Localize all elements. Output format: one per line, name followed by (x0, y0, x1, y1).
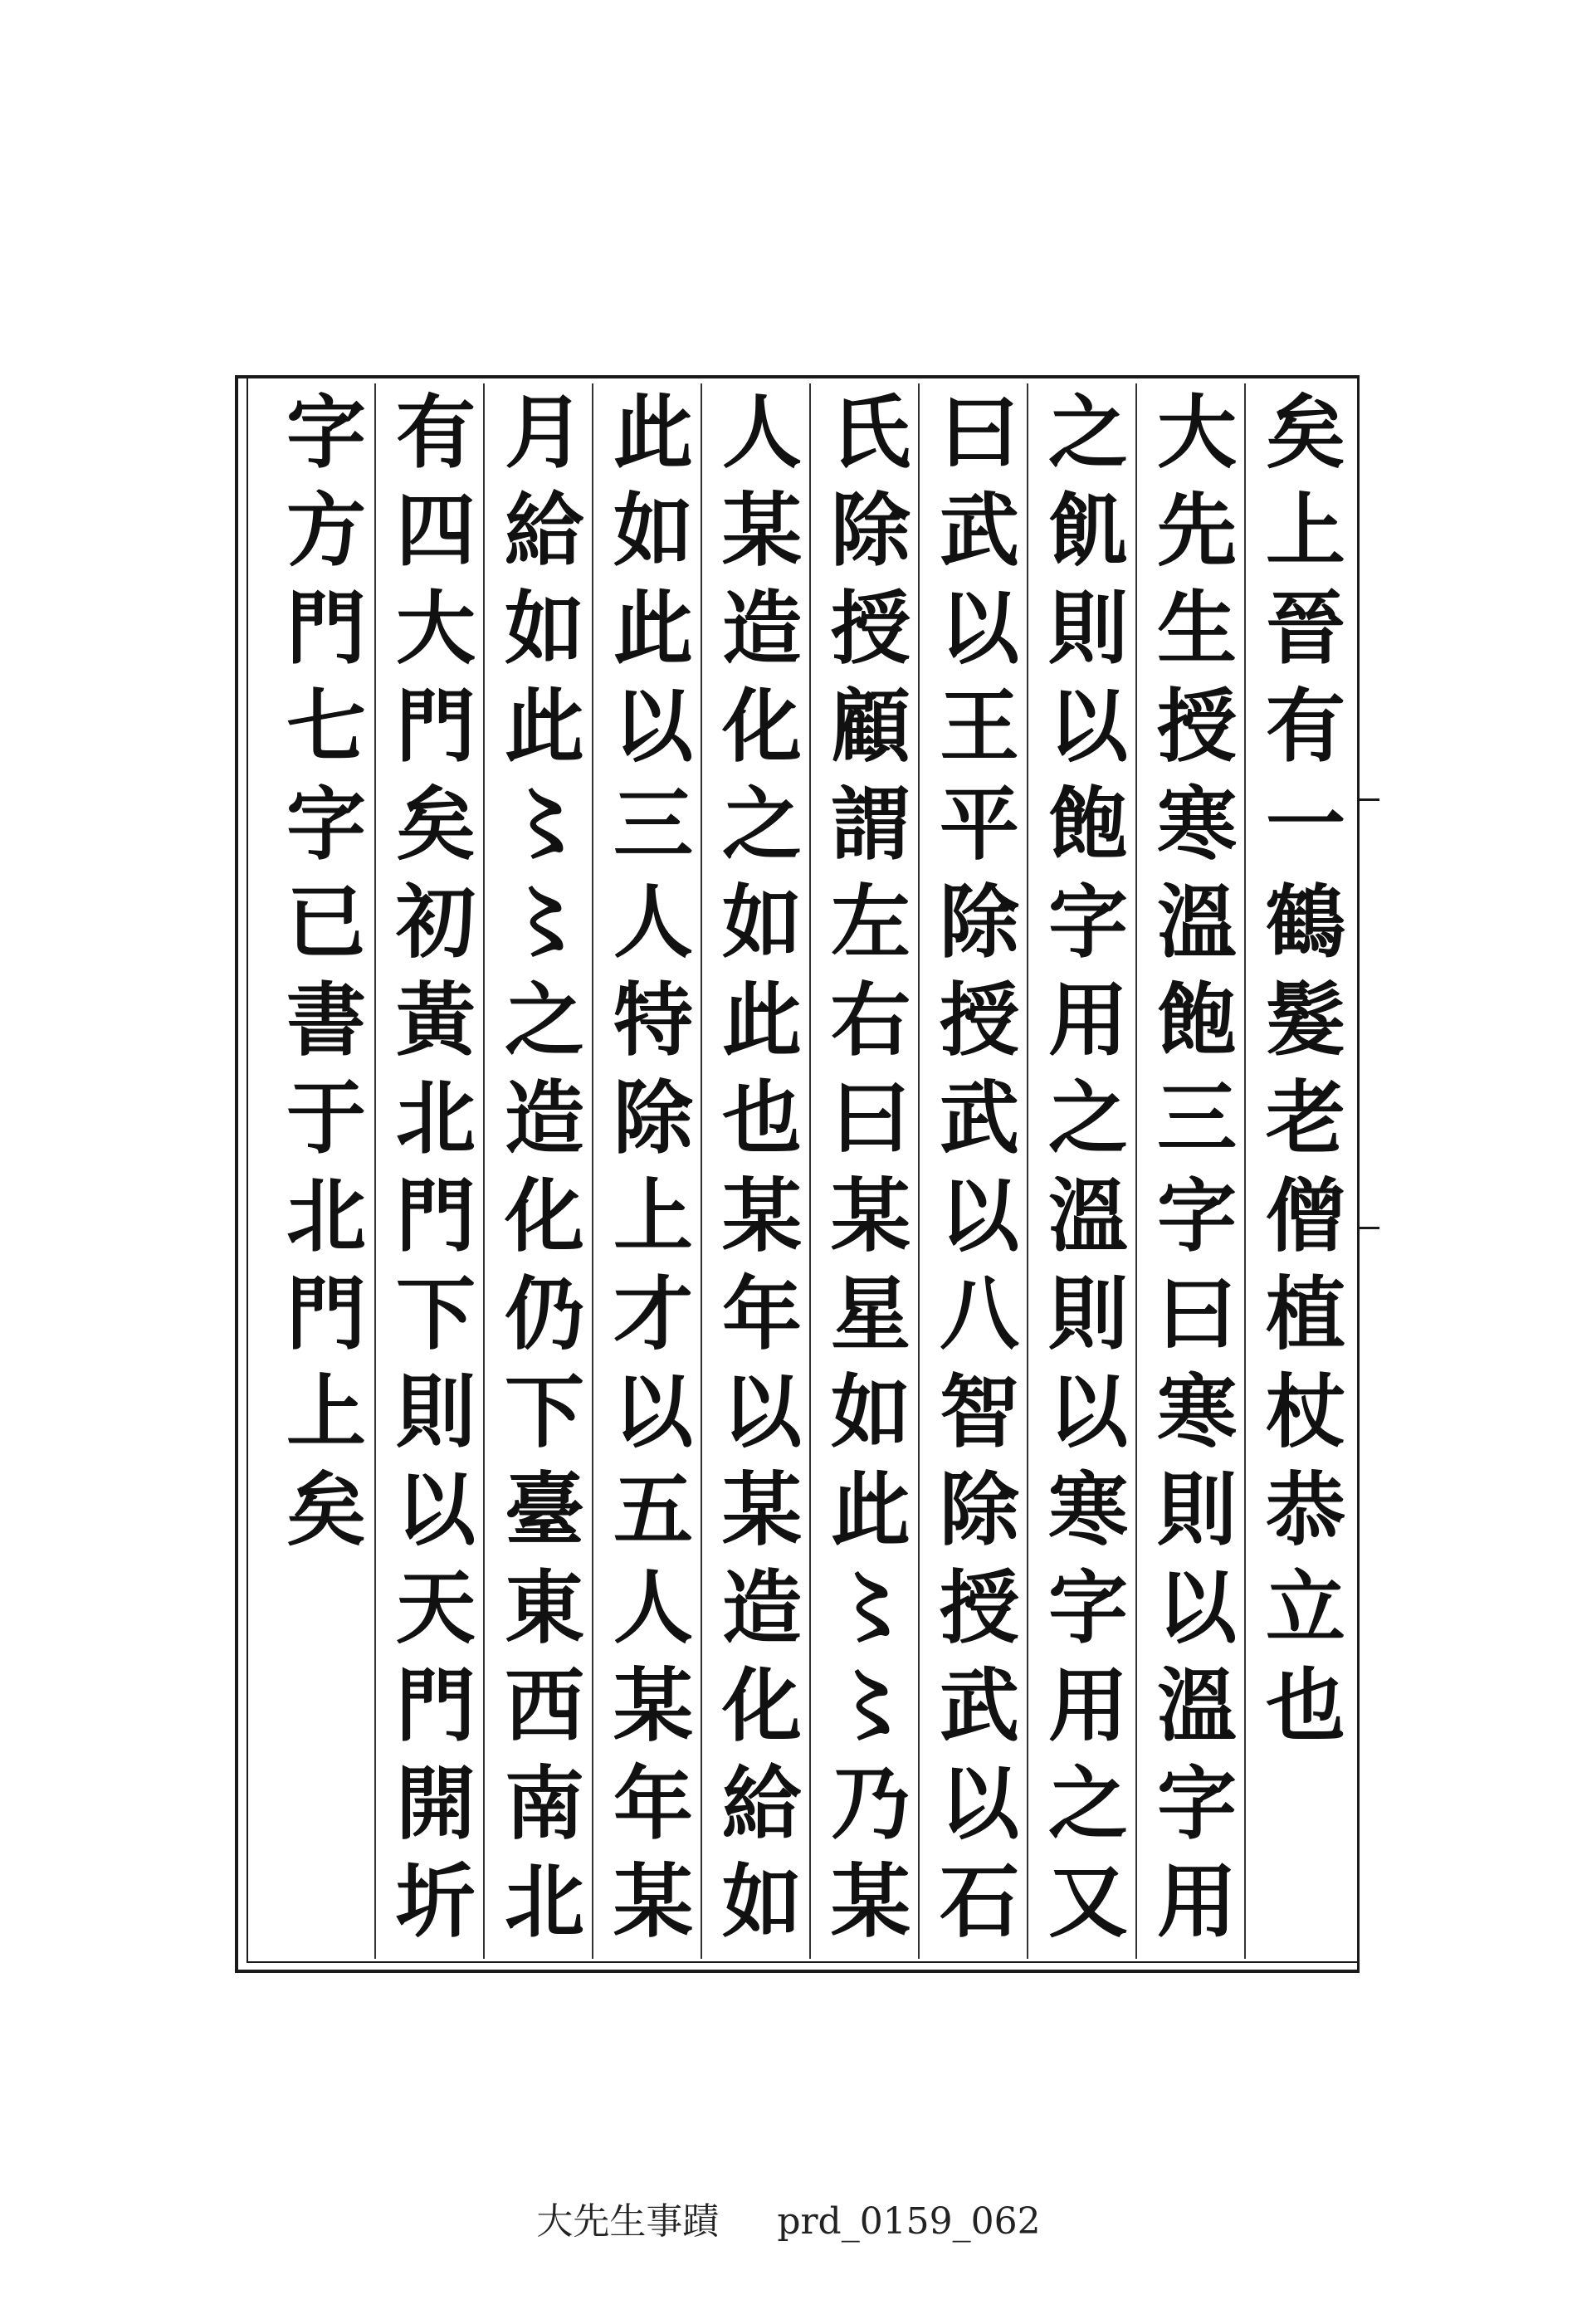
text-column (701, 383, 809, 1959)
text-column (1244, 383, 1353, 1959)
text-column (1135, 383, 1244, 1959)
text-column (918, 383, 1027, 1959)
column-text: 字方門七字已書于北門上矣 (273, 390, 368, 1565)
column-text: 氏除授顧謂左右曰某星如此〻〻乃某 (818, 390, 912, 1957)
page-code: prd_0159_062 (777, 2200, 1041, 2243)
margin-tick-mark (1360, 1227, 1379, 1229)
text-column (592, 383, 701, 1959)
text-column (1027, 383, 1135, 1959)
book-title: 大先生事蹟 (536, 2200, 720, 2243)
text-columns (249, 383, 1353, 1959)
column-text: 矣上晉有一鶴髮老僧植杖恭立也 (1252, 390, 1347, 1761)
column-text: 之飢則以飽字用之溫則以寒字用之又 (1035, 390, 1130, 1957)
column-text: 月給如此〻〻之造化仍下臺東西南北 (491, 390, 586, 1957)
margin-tick-mark (1360, 798, 1379, 801)
text-column (809, 383, 918, 1959)
column-text: 曰武以王平除授武以八智除授武以石 (926, 390, 1021, 1957)
column-text: 人某造化之如此也某年以某造化給如 (709, 390, 803, 1957)
text-column (483, 383, 592, 1959)
column-text: 此如此以三人特除上才以五人某年某 (600, 390, 695, 1957)
text-column (374, 383, 483, 1959)
text-column (266, 383, 374, 1959)
column-text: 有四大門矣初黃北門下則以天門開圻 (383, 390, 477, 1957)
page-footer (0, 2191, 1577, 2244)
column-text: 大先生授寒溫飽三字曰寒則以溫字用 (1144, 390, 1238, 1957)
